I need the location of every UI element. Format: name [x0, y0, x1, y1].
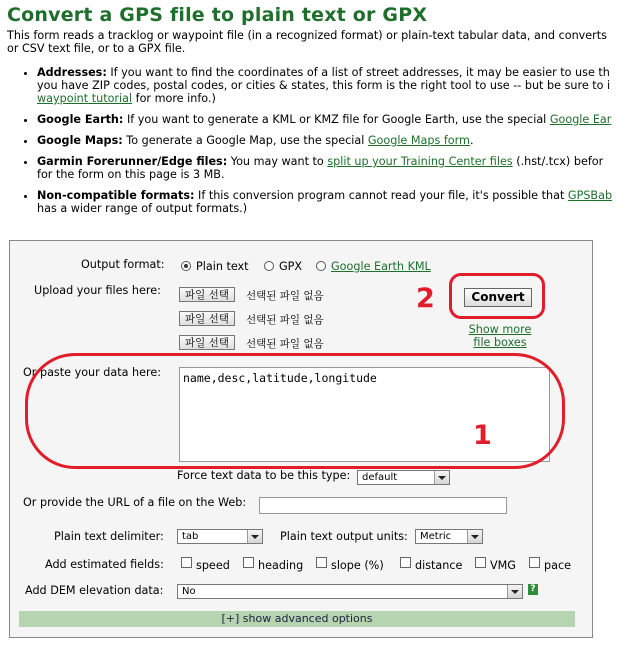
gpx-radio[interactable] [264, 261, 274, 271]
plain-text-radio[interactable] [181, 261, 191, 271]
delimiter-select[interactable]: tab [177, 529, 263, 544]
list-item: • Garmin Forerunner/Edge files: You may want to split up your Training Center files (.hst/.tcx) befor for the form on this page is 3 MB. [37, 155, 625, 181]
plain-text-option-label[interactable]: Plain text [196, 260, 249, 273]
heading-checkbox[interactable] [243, 557, 254, 568]
speed-label: speed [196, 559, 230, 572]
kml-radio[interactable] [316, 261, 326, 271]
units-select[interactable]: Metric [415, 529, 483, 544]
file-status: 선택된 파일 없음 [246, 314, 324, 326]
chevron-down-icon [467, 530, 482, 543]
annotation-number-1: 1 [473, 420, 492, 451]
convert-button[interactable]: Convert [464, 288, 532, 307]
file-choose-button[interactable]: 파일 선택 [179, 335, 235, 350]
chevron-down-icon [507, 585, 522, 598]
vmg-checkbox[interactable] [475, 557, 486, 568]
tips-list [0, 66, 625, 223]
url-input[interactable] [259, 497, 507, 514]
gpsbabel-link[interactable]: GPSBab [567, 189, 613, 202]
file-choose-button[interactable]: 파일 선택 [179, 287, 235, 302]
force-type-label: Force text data to be this type: [177, 469, 351, 482]
force-type-select[interactable]: default [357, 470, 450, 485]
heading-label: heading [258, 559, 304, 572]
url-label: Or provide the URL of a file on the Web: [23, 496, 247, 509]
pace-checkbox[interactable] [529, 557, 540, 568]
vmg-label: VMG [490, 559, 516, 572]
chevron-down-icon [247, 530, 262, 543]
show-more-file-boxes-link[interactable]: Show more file boxes [468, 323, 532, 349]
training-center-link[interactable]: split up your Training Center files [327, 155, 513, 168]
slope-label: slope (%) [331, 559, 384, 572]
distance-checkbox[interactable] [400, 557, 411, 568]
file-status: 선택된 파일 없음 [246, 338, 324, 350]
page-title: Convert a GPS file to plain text or GPX [7, 4, 428, 26]
kml-option-link[interactable]: Google Earth KML [331, 260, 431, 273]
paste-label: Or paste your data here: [23, 366, 162, 379]
dem-select[interactable]: No [177, 584, 523, 599]
list-item: • Google Maps: To generate a Google Map, use the special Google Maps form. [37, 134, 625, 147]
units-label: Plain text output units: [280, 530, 408, 543]
speed-checkbox[interactable] [181, 557, 192, 568]
chevron-down-icon [434, 471, 449, 484]
intro-text: This form reads a tracklog or waypoint file (in a recognized format) or plain-text tabular data, and converts or CSV text file, or to a GPX file. [7, 29, 607, 55]
pace-label: pace [544, 559, 571, 572]
list-item: • Google Earth: If you want to generate a KML or KMZ file for Google Earth, use the special Google Ear [37, 113, 625, 126]
delimiter-label: Plain text delimiter: [54, 530, 164, 543]
slope-checkbox[interactable] [316, 557, 327, 568]
file-status: 선택된 파일 없음 [246, 290, 324, 302]
upload-label: Upload your files here: [34, 284, 161, 297]
dem-label: Add DEM elevation data: [25, 584, 164, 597]
gpx-option-label[interactable]: GPX [279, 260, 303, 273]
waypoint-tutorial-link[interactable]: waypoint tutorial [37, 92, 133, 105]
google-maps-link[interactable]: Google Maps form [367, 134, 470, 147]
distance-label: distance [415, 559, 463, 572]
list-item: • Non-compatible formats: If this conversion program cannot read your file, it's possible that GPSBab has a wider range of output formats.) [37, 189, 625, 215]
help-icon[interactable]: ? [528, 584, 538, 595]
show-advanced-options-toggle[interactable]: [+] show advanced options [19, 611, 575, 627]
estimated-fields-label: Add estimated fields: [45, 558, 164, 571]
output-format-label: Output format: [81, 258, 165, 271]
list-item: • Addresses: If you want to find the coordinates of a list of street addresses, it may be easier to use th you have ZIP codes, postal codes, or cities & states, this form is the right tool to use -- but be sure to i waypoint tutorial for more info.) [37, 66, 625, 105]
annotation-highlight-1 [25, 353, 565, 469]
annotation-number-2: 2 [416, 283, 435, 314]
google-earth-link[interactable]: Google Ear [549, 113, 612, 126]
file-choose-button[interactable]: 파일 선택 [179, 311, 235, 326]
